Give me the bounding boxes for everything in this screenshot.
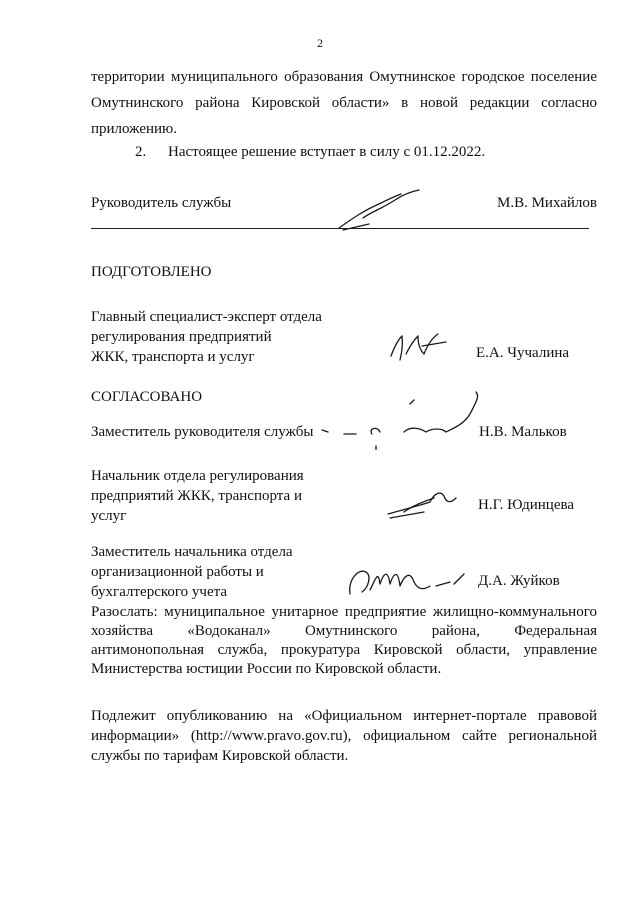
position-line: Начальник отдела регулирования: [91, 468, 304, 484]
distribution-line: хозяйства «Водоканал» Омутнинского района, Федеральная: [91, 623, 597, 639]
prepared-signature: [388, 330, 454, 364]
position-line: организационной работы и: [91, 564, 264, 580]
signature-rule: [91, 228, 589, 229]
intro-line: Омутнинского района Кировской области» в новой редакции согласно: [91, 95, 597, 111]
prepared-position: [91, 307, 322, 367]
position-line: предприятий ЖКК, транспорта и: [91, 488, 302, 504]
distribution-line: антимонопольная служба, прокуратура Кировской области, управление: [91, 642, 597, 658]
distribution-line: Разослать: муниципальное унитарное предприятие жилищно-коммунального: [91, 604, 597, 620]
page-number: 2: [317, 36, 323, 50]
item-text: Настоящее решение вступает в силу с 01.12.2022.: [168, 144, 486, 160]
distribution-line: Министерства юстиции России по Кировской области.: [91, 661, 442, 677]
position-line: Заместитель начальника отдела: [91, 544, 293, 560]
position-line: бухгалтерского учета: [91, 584, 228, 600]
signer-3-name: Д.А. Жуйков: [478, 573, 560, 589]
position-line: Главный специалист-эксперт отдела: [91, 309, 322, 325]
publication-line: Подлежит опубликованию на «Официальном интернет-портале правовой: [91, 708, 597, 724]
signer-1-signature: [318, 388, 488, 450]
head-name: М.В. Михайлов: [496, 195, 597, 211]
signer-3-position: [91, 542, 293, 602]
intro-paragraph: [91, 64, 597, 142]
intro-line: приложению.: [91, 121, 178, 137]
signer-3-signature: [344, 560, 470, 604]
item-number: 2.: [135, 144, 147, 160]
head-position: Руководитель службы: [91, 195, 232, 211]
prepared-name: Е.А. Чучалина: [476, 345, 570, 361]
position-line: регулирования предприятий: [91, 329, 272, 345]
publication-paragraph: [91, 706, 597, 766]
prepared-heading: ПОДГОТОВЛЕНО: [91, 264, 212, 280]
signer-2-name: Н.Г. Юдинцева: [478, 497, 575, 513]
signer-1-position: Заместитель руководителя службы: [91, 424, 314, 440]
signer-2-position: [91, 466, 304, 526]
distribution-paragraph: [91, 603, 597, 679]
signer-1-name: Н.В. Мальков: [479, 424, 567, 440]
publication-line: службы по тарифам Кировской области.: [91, 748, 349, 764]
position-line: ЖКК, транспорта и услуг: [91, 349, 255, 365]
intro-line: территории муниципального образования Омутнинское городское поселение: [91, 69, 597, 85]
agreed-heading: СОГЛАСОВАНО: [91, 389, 203, 405]
publication-line: информации» (http://www.pravo.gov.ru), официальном сайте региональной: [91, 728, 597, 744]
position-line: услуг: [91, 508, 127, 524]
signer-2-signature: [384, 484, 464, 524]
